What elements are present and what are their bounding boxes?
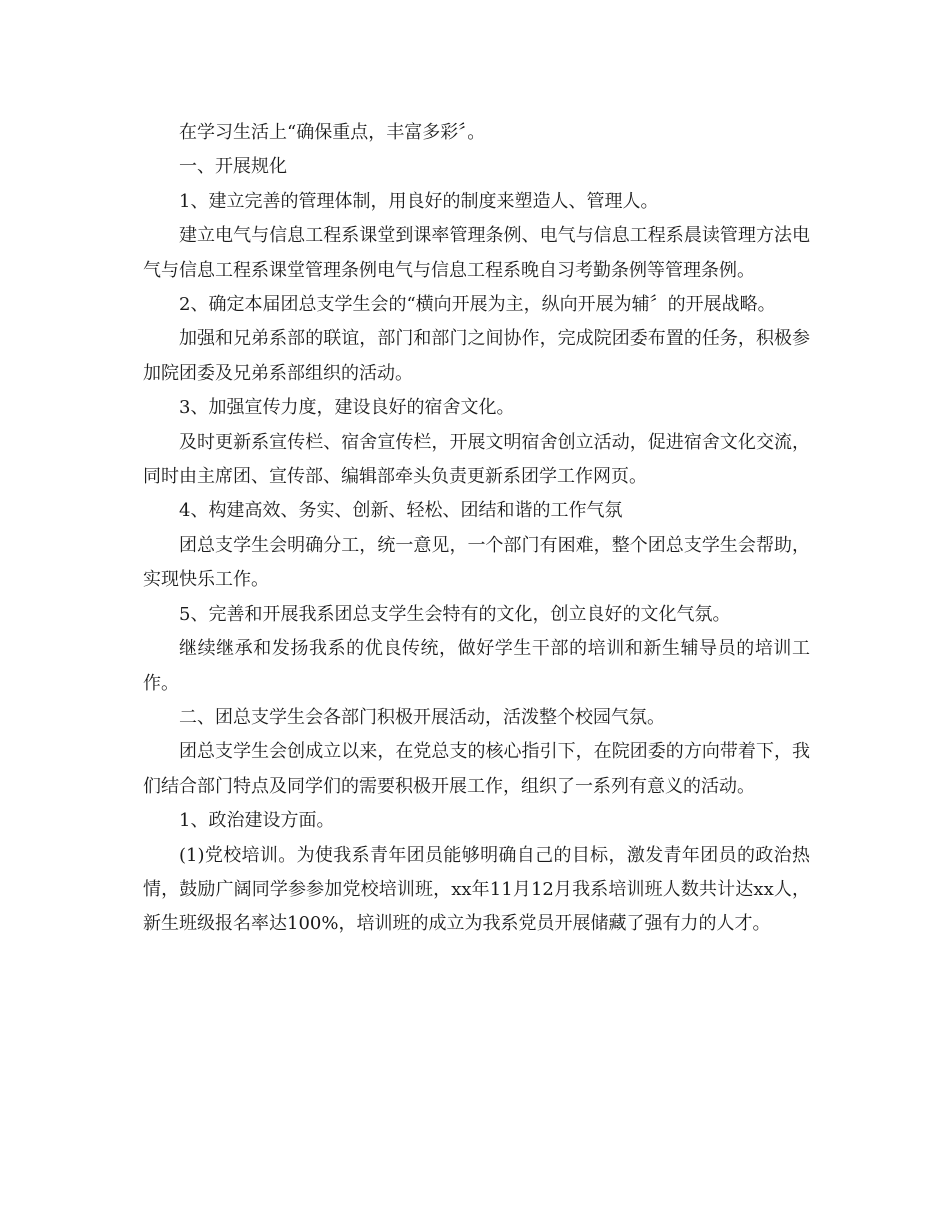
paragraph-item-3: 及时更新系宣传栏、宿舍宣传栏，开展文明宿舍创立活动，促进宿舍文化交流，同时由主席团、宣传部、编辑部牵头负责更新系团学工作网页。 <box>143 431 810 488</box>
paragraph-item-4: 团总支学生会明确分工，统一意见，一个部门有困难，整个团总支学生会帮助，实现快乐工作。 <box>143 534 810 591</box>
paragraph-party-school: (1)党校培训。为使我系青年团员能够明确自己的目标，激发青年团员的政治热情，鼓励广阔同学参参加党校培训班，xx年11月12月我系培训班人数共计达xx人，新生班级报名率达100%，培训班的成立为我系党员开展储藏了强有力的人才。 <box>143 844 810 935</box>
item-heading-4: 4、构建高效、务实、创新、轻松、团结和谐的工作气氛 <box>179 500 623 522</box>
document-body <box>143 116 810 942</box>
item-heading-1: 1、建立完善的管理体制，用良好的制度来塑造人、管理人。 <box>179 190 659 212</box>
heading-section-1: 一、开展规化 <box>179 156 287 178</box>
paragraph-section-2: 团总支学生会创成立以来，在党总支的核心指引下，在院团委的方向带着下，我们结合部门特点及同学们的需要积极开展工作，组织了一系列有意义的活动。 <box>143 741 810 797</box>
item-heading-3: 3、加强宣传力度，建设良好的宿舍文化。 <box>179 397 515 419</box>
item-heading-5: 5、完善和开展我系团总支学生会特有的文化，创立良好的文化气氛。 <box>179 603 731 625</box>
paragraph-item-1: 建立电气与信息工程系课堂到课率管理条例、电气与信息工程系晨读管理方法电气与信息工程系课堂管理条例电气与信息工程系晚自习考勤条例等管理条例。 <box>143 225 810 281</box>
item-heading-2: 2、确定本届团总支学生会的“横向开展为主，纵向开展为辅〞的开展战略。 <box>179 294 776 316</box>
heading-section-2: 二、团总支学生会各部门积极开展活动，活泼整个校园气氛。 <box>179 706 665 728</box>
subheading-politics: 1、政治建设方面。 <box>179 810 335 832</box>
paragraph-item-5: 继续继承和发扬我系的优良传统，做好学生干部的培训和新生辅导员的培训工作。 <box>143 638 810 694</box>
paragraph-item-2: 加强和兄弟系部的联谊，部门和部门之间协作，完成院团委布置的任务，积极参加院团委及兄弟系部组织的活动。 <box>143 328 810 384</box>
paragraph-1: 在学习生活上“确保重点，丰富多彩〞。 <box>179 122 486 143</box>
